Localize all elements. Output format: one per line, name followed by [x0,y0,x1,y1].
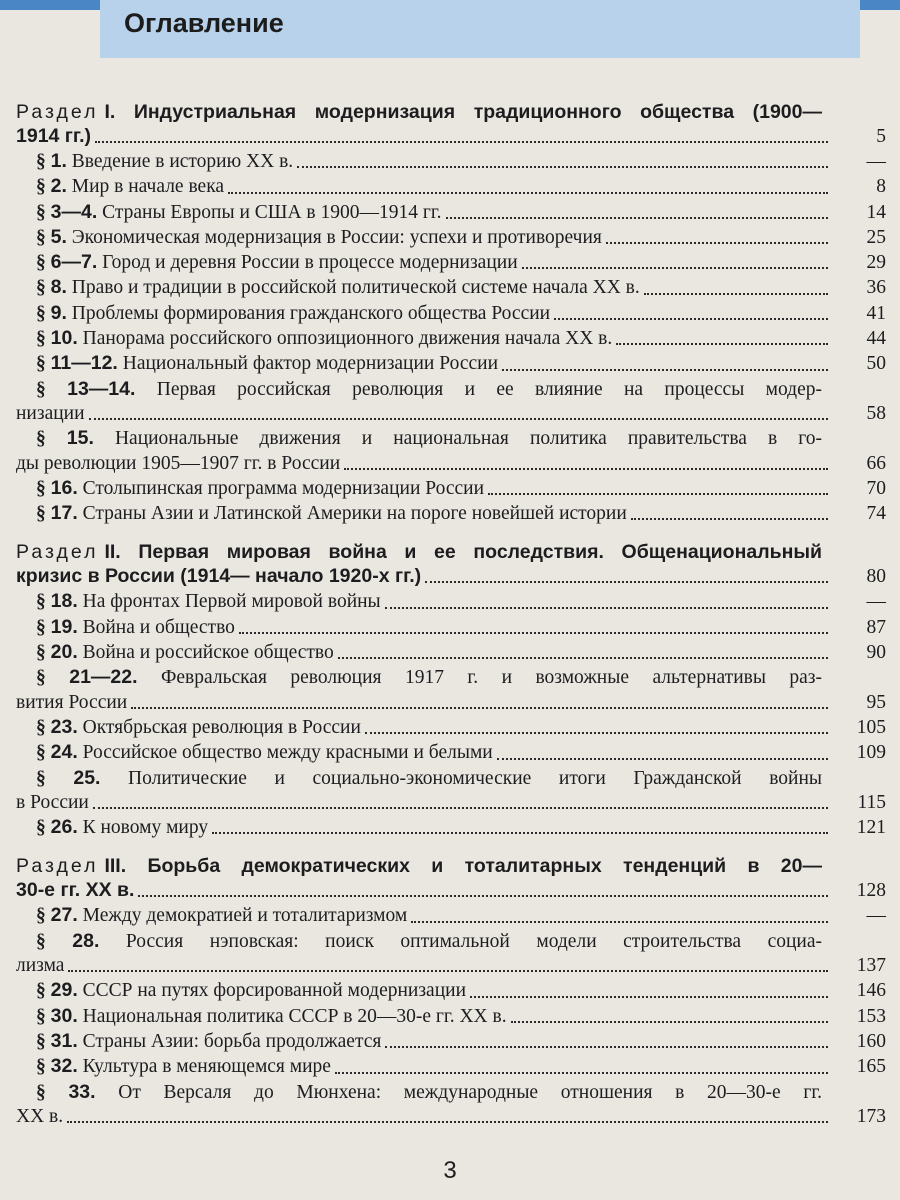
entry-number: 17. [50,502,78,525]
entry-page-number: 70 [866,477,886,499]
entry-title: Политические и социально-экономические итоги Гражданской войны [128,767,823,789]
section-page-number: 5 [876,126,886,147]
entry-title: Национальная политика СССР в 20—30-е гг. XX в. [82,1005,507,1027]
dot-leader [131,706,828,709]
entry-text [36,200,442,225]
entry-page-number: — [866,905,886,927]
entry-title: Война и общество [82,616,235,638]
entry-text [36,501,627,526]
entry-line [16,377,886,402]
entry-number: 28. [72,929,100,952]
paragraph-mark: § [36,817,46,839]
entry-line [36,275,886,300]
section-heading[interactable] [16,854,886,903]
entry-number: 6—7. [50,251,98,274]
dot-leader [511,1020,828,1023]
toc-entry[interactable] [16,351,886,376]
entry-number: 16. [50,476,78,499]
entry-title-cont: лизма [16,955,65,977]
entry-text [36,225,602,250]
toc-entry[interactable] [16,640,886,665]
paragraph-mark: § [36,1005,46,1027]
dot-leader [385,606,828,609]
paragraph-mark: § [36,151,46,172]
entry-number: 26. [50,816,78,839]
entry-title: Октябрьская революция в России [82,716,361,738]
entry-page-number: 165 [856,1056,886,1078]
section-prefix: Раздел [16,541,99,564]
entry-line [36,815,886,840]
entry-title: От Версаля до Мюнхена: международные отношения в 20—30-е гг. [118,1081,823,1103]
dot-leader [616,342,828,345]
entry-page-number: 87 [866,616,886,638]
entry-number: 19. [50,615,78,638]
paragraph-mark: § [36,328,46,350]
section-title-line [16,540,886,564]
entry-page-number: 44 [866,328,886,350]
entry-line [36,225,886,250]
toc-entry[interactable] [16,275,886,300]
entry-text [36,174,224,199]
toc-entry[interactable] [16,589,886,614]
paragraph-mark: § [36,277,46,299]
dot-leader [297,165,828,168]
entry-number: 24. [50,741,78,764]
entry-text [36,615,235,640]
toc-entry[interactable] [16,665,886,715]
dot-leader [385,1045,828,1048]
section-page-number: 128 [856,880,886,902]
entry-line [36,250,886,275]
section-title-cont: 30-е гг. XX в. [16,879,135,902]
entry-title: Введение в историю XX в. [71,151,294,172]
entry-line [16,791,886,815]
dot-leader [93,806,828,809]
entry-page-number: 25 [866,226,886,248]
entry-title: Первая российская революция и ее влияние на процессы модер- [156,378,822,400]
toc-entry[interactable] [16,766,886,816]
entry-page-number: 146 [856,980,886,1002]
page-number: 3 [443,1157,457,1184]
paragraph-mark: § [36,428,46,450]
entry-line [16,402,886,426]
section-heading[interactable] [16,540,886,589]
entry-text [36,1054,331,1079]
entry-title-cont: низации [16,402,85,424]
entry-number: 5. [50,225,67,248]
paragraph-mark: § [36,503,46,525]
entry-number: 3—4. [50,200,98,223]
dot-leader [338,656,828,659]
toc-entry[interactable] [16,978,886,1003]
entry-text [36,903,407,928]
dot-leader [67,1120,828,1123]
paragraph-mark: § [36,252,46,274]
dot-leader [138,894,828,897]
entry-line [36,1029,886,1054]
section-title-cont: 1914 гг.) [16,125,92,147]
dot-leader [554,317,828,320]
dot-leader [68,969,828,972]
section-numeral: III. [104,855,127,878]
entry-text [36,978,466,1003]
dot-leader [365,731,828,734]
entry-line [36,501,886,526]
entry-title: Национальные движения и национальная политика правительства в го- [114,428,822,450]
paragraph-mark: § [36,1056,46,1078]
entry-line [16,426,886,451]
entry-text [36,275,640,300]
toc-entry[interactable] [16,815,886,840]
section-title-line [16,124,886,149]
dot-leader [631,517,828,520]
entry-title: Страны Азии и Латинской Америки на пороге новейшей истории [82,503,627,525]
toc-entry[interactable] [16,225,886,250]
paragraph-mark: § [36,176,46,198]
entry-title: Россия нэповская: поиск оптимальной модели строительства социа- [125,930,823,952]
dot-leader [239,631,828,634]
dot-leader [446,216,828,219]
entry-line [36,615,886,640]
section-title: Первая мировая война и ее последствия. Общенациональный [138,541,822,564]
dot-leader [89,417,828,420]
entry-page-number: 137 [856,955,886,977]
entry-line [36,200,886,225]
paragraph-mark: § [36,980,46,1002]
entry-page-number: 36 [866,277,886,299]
entry-number: 11—12. [50,352,118,375]
toc-entry[interactable] [16,174,886,199]
toc-section [16,100,886,526]
entry-line [36,476,886,501]
entry-text [36,815,208,840]
entry-line [16,691,886,715]
entry-line [36,740,886,765]
toc-entry[interactable] [16,1029,886,1054]
toc-entry[interactable] [16,740,886,765]
paragraph-mark: § [36,905,46,927]
toc-entry[interactable] [16,1080,886,1130]
entry-text [36,250,518,275]
toc-entry[interactable] [16,377,886,427]
entry-page-number: 121 [856,817,886,839]
paragraph-mark: § [36,667,46,689]
entry-title-cont: XX в. [16,1105,64,1127]
entry-line [16,452,886,476]
entry-number: 1. [50,150,67,172]
toc-entry[interactable] [16,200,886,225]
entry-title: СССР на путях форсированной модернизации [82,980,467,1002]
entry-number: 2. [50,175,67,198]
paragraph-mark: § [36,616,46,638]
paragraph-mark: § [36,742,46,764]
paragraph-mark: § [36,378,46,400]
entry-page-number: 115 [857,791,886,813]
entry-line [36,351,886,376]
toc-entry[interactable] [16,301,886,326]
toc-entry[interactable] [16,903,886,928]
paragraph-mark: § [36,642,46,664]
entry-number: 32. [50,1055,78,1078]
dot-leader [644,292,828,295]
entry-page-number: 109 [856,742,886,764]
entry-title: Между демократией и тоталитаризмом [82,905,408,927]
entry-page-number: 41 [866,302,886,324]
entry-title: Февральская революция 1917 г. и возможные альтернативы раз- [161,667,822,689]
paragraph-mark: § [36,353,46,375]
toc-entry[interactable] [16,250,886,275]
toc-entry[interactable] [16,929,886,979]
entry-line [36,1004,886,1029]
entry-page-number: 74 [866,503,886,525]
entry-title-cont: ды революции 1905—1907 гг. в России [16,452,341,474]
entry-number: 29. [50,979,78,1002]
toc-section [16,854,886,1129]
entry-title: Российское общество между красными и белыми [82,742,493,764]
entry-page-number: 66 [866,452,886,474]
dot-leader [335,1071,828,1074]
entry-page-number: 8 [876,176,886,198]
entry-page-number: 153 [856,1005,886,1027]
toc-entry[interactable] [16,326,886,351]
dot-leader [522,266,828,269]
paragraph-mark: § [36,302,46,324]
entry-line [36,589,886,614]
entry-line [36,174,886,199]
dot-leader [502,368,828,371]
entry-number: 18. [50,590,78,613]
toc-entry[interactable] [16,476,886,501]
entry-number: 8. [50,276,67,299]
entry-page-number: 29 [866,252,886,274]
dot-leader [606,241,828,244]
entry-line [16,954,886,978]
section-prefix: Раздел [16,101,99,123]
entry-title: Право и традиции в российской политической системе начала XX в. [71,277,640,299]
toc-entry[interactable] [16,1054,886,1079]
entry-line [16,766,886,791]
entry-text [36,740,493,765]
dot-leader [425,580,828,583]
entry-line [16,1080,886,1105]
entry-title: Национальный фактор модернизации России [122,353,499,375]
dot-leader [212,831,828,834]
entry-page-number: 90 [866,642,886,664]
paragraph-mark: § [36,1030,46,1052]
paragraph-mark: § [36,201,46,223]
entry-line [36,326,886,351]
section-page-number: 80 [866,566,886,588]
entry-title: Панорама российского оппозиционного движения начала XX в. [82,328,613,350]
entry-page-number: 50 [866,353,886,375]
entry-line [36,1054,886,1079]
entry-number: 27. [50,904,78,927]
entry-number: 10. [50,327,78,350]
toc-entry[interactable] [16,149,886,174]
section-title-line [16,564,886,589]
entry-title-cont: в России [16,791,89,813]
section-title-line [16,878,886,903]
entry-number: 30. [50,1004,78,1027]
entry-page-number: — [866,151,886,172]
entry-title: Мир в начале века [71,176,225,198]
entry-number: 33. [68,1080,96,1103]
entry-title: Культура в меняющемся мире [82,1056,331,1078]
entry-line [16,665,886,690]
entry-page-number: — [866,591,886,613]
entry-page-number: 95 [866,691,886,713]
entry-line [36,301,886,326]
toc-entry[interactable] [16,426,886,476]
entry-text [36,589,381,614]
section-prefix: Раздел [16,855,99,878]
dot-leader [95,140,828,143]
entry-title: Столыпинская программа модернизации России [82,477,485,499]
dot-leader [497,757,828,760]
entry-page-number: 14 [866,201,886,223]
toc-entry[interactable] [16,615,886,640]
toc-section [16,540,886,840]
entry-text [36,149,293,174]
entry-title: Проблемы формирования гражданского общества России [71,302,551,324]
entry-number: 20. [50,641,78,664]
entry-number: 31. [50,1029,78,1052]
entry-line [36,715,886,740]
entry-line [16,929,886,954]
section-numeral: II. [104,541,121,564]
table-of-contents [16,100,886,1143]
entry-page-number: 105 [856,716,886,738]
dot-leader [470,995,828,998]
section-title-line [16,100,886,124]
dot-leader [488,492,828,495]
entry-number: 13—14. [67,377,136,400]
toc-entry[interactable] [16,501,886,526]
paragraph-mark: § [36,226,46,248]
entry-title: На фронтах Первой мировой войны [82,591,381,613]
section-title-cont: кризис в России (1914— начало 1920-х гг.) [16,565,422,588]
entry-line [36,149,886,174]
entry-text [36,351,498,376]
dot-leader [228,191,828,194]
entry-line [16,1105,886,1129]
entry-title: Город и деревня России в процессе модернизации [102,252,518,274]
entry-number: 21—22. [69,666,138,689]
paragraph-mark: § [36,930,46,952]
dot-leader [411,920,828,923]
dot-leader [344,467,828,470]
entry-title: Страны Азии: борьба продолжается [82,1030,382,1052]
entry-number: 15. [66,427,94,450]
paragraph-mark: § [36,591,46,613]
entry-line [36,903,886,928]
entry-text [36,715,361,740]
toc-entry[interactable] [16,1004,886,1029]
entry-text [36,1004,507,1029]
entry-title: Война и российское общество [82,642,334,664]
entry-text [36,326,612,351]
paragraph-mark: § [36,767,46,789]
paragraph-mark: § [36,477,46,499]
entry-title-cont: вития России [16,691,128,713]
section-title: Борьба демократических и тоталитарных тенденций в 20— [147,855,822,878]
entry-title: Экономическая модернизация в России: успехи и противоречия [71,226,602,248]
toc-entry[interactable] [16,715,886,740]
section-numeral: I. [104,101,116,123]
entry-title: Страны Европы и США в 1900—1914 гг. [102,201,442,223]
entry-line [36,978,886,1003]
paragraph-mark: § [36,1081,46,1103]
section-heading[interactable] [16,100,886,149]
entry-title: К новому миру [82,817,209,839]
entry-number: 9. [50,301,67,324]
entry-text [36,640,334,665]
section-title-line [16,854,886,878]
entry-text [36,1029,381,1054]
page-title: Оглавление [124,8,284,38]
entry-number: 25. [73,766,101,789]
entry-text [36,301,550,326]
entry-page-number: 160 [856,1030,886,1052]
section-title: Индустриальная модернизация традиционного общества (1900— [133,101,822,123]
entry-page-number: 173 [856,1105,886,1127]
entry-page-number: 58 [866,402,886,424]
entry-number: 23. [50,715,78,738]
paragraph-mark: § [36,716,46,738]
entry-line [36,640,886,665]
entry-text [36,476,484,501]
